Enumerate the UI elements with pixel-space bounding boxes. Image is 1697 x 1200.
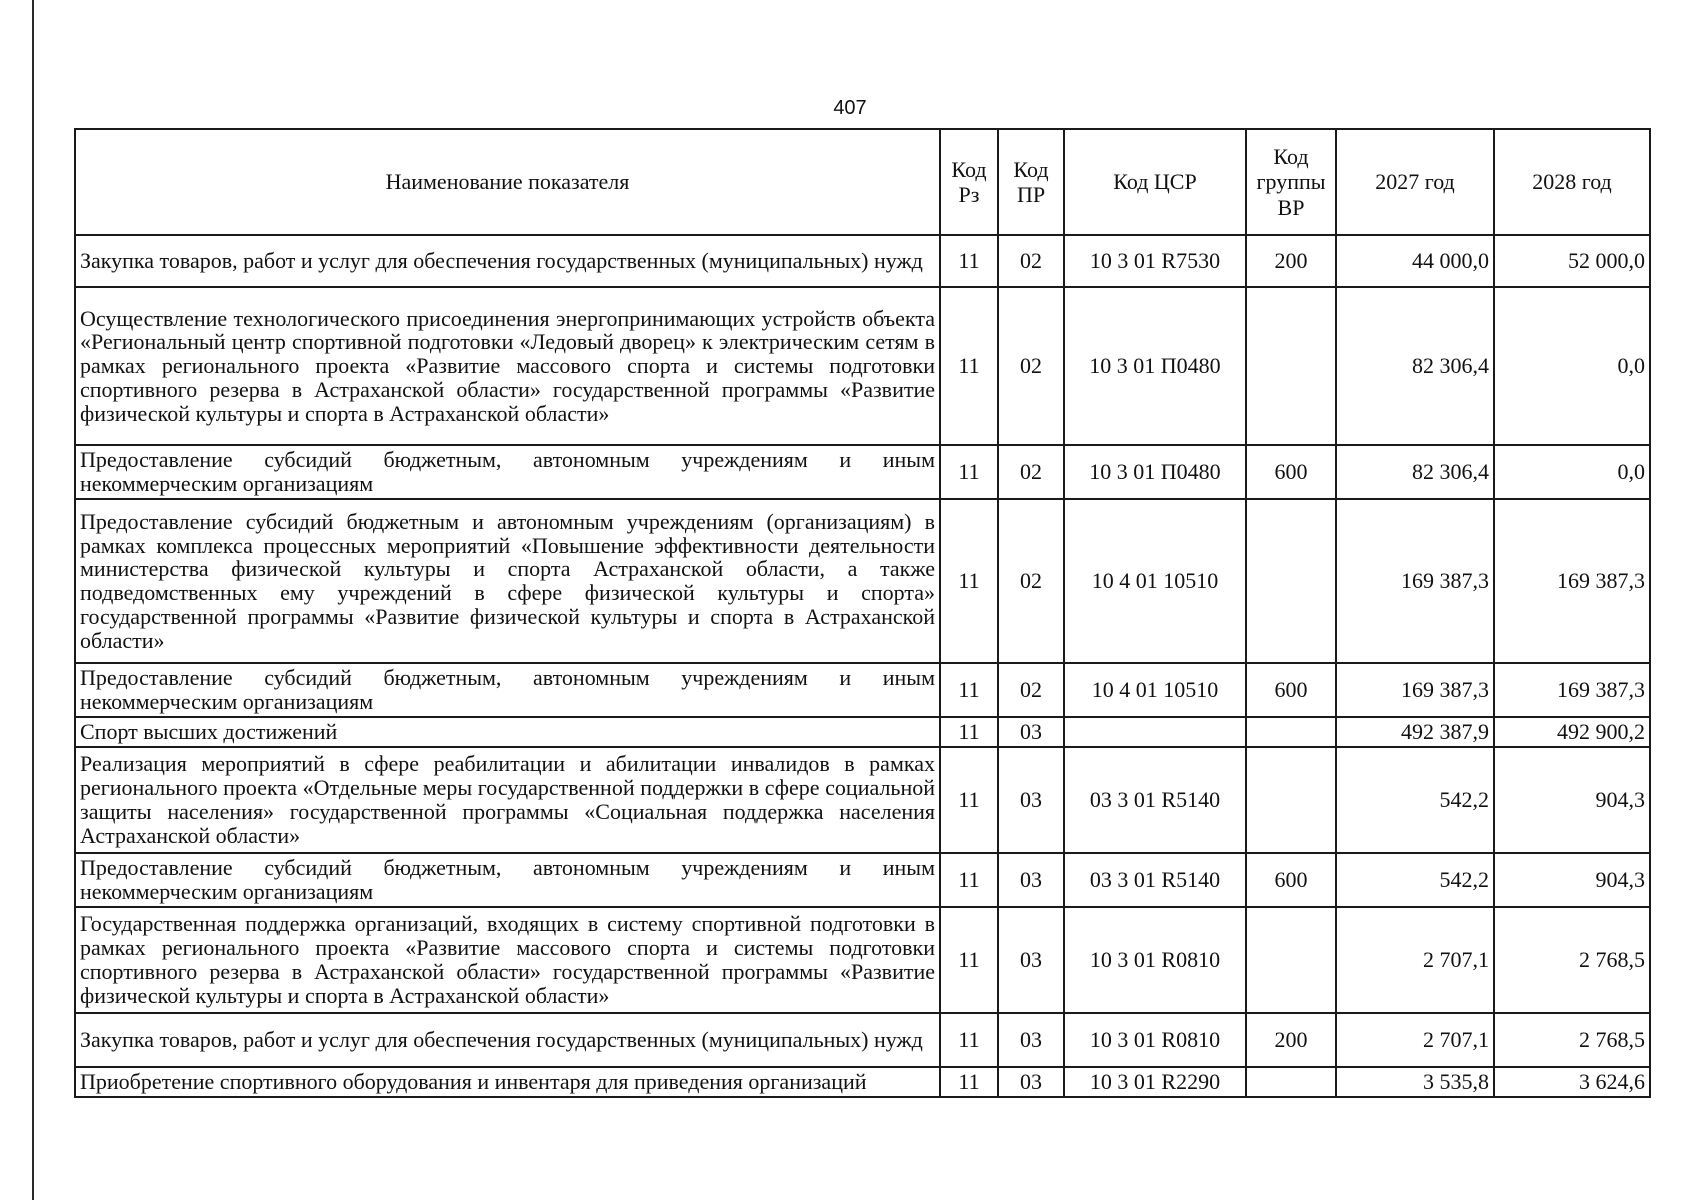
header-2027: 2027 год (1336, 129, 1494, 235)
row-vr: 200 (1246, 235, 1336, 287)
row-2028: 2 768,5 (1494, 1013, 1650, 1067)
row-pr: 03 (998, 907, 1064, 1013)
row-pr: 02 (998, 499, 1064, 663)
row-pr: 03 (998, 1067, 1064, 1097)
table-row (75, 717, 1650, 747)
row-rz: 11 (940, 717, 998, 747)
row-csr: 10 3 01 П0480 (1064, 445, 1246, 499)
row-csr (1064, 717, 1246, 747)
table-row (75, 853, 1650, 907)
row-pr: 02 (998, 287, 1064, 445)
row-rz: 11 (940, 445, 998, 499)
header-vr: Код группы ВР (1246, 129, 1336, 235)
row-name: Предоставление субсидий бюджетным, автономным учреждениям и иным некоммерческим организациям (75, 663, 940, 717)
row-csr: 10 3 01 R7530 (1064, 235, 1246, 287)
table-row (75, 907, 1650, 1013)
row-csr: 03 3 01 R5140 (1064, 747, 1246, 853)
row-vr (1246, 1067, 1336, 1097)
row-2027: 82 306,4 (1336, 287, 1494, 445)
table-row (75, 445, 1650, 499)
row-csr: 10 3 01 R0810 (1064, 907, 1246, 1013)
row-csr: 10 4 01 10510 (1064, 499, 1246, 663)
row-2027: 3 535,8 (1336, 1067, 1494, 1097)
row-rz: 11 (940, 907, 998, 1013)
margin-rule (32, 0, 34, 1200)
table-row (75, 287, 1650, 445)
row-vr: 600 (1246, 853, 1336, 907)
page-number: 407 (833, 97, 867, 119)
row-pr: 02 (998, 235, 1064, 287)
row-2028: 2 768,5 (1494, 907, 1650, 1013)
row-csr: 10 4 01 10510 (1064, 663, 1246, 717)
row-2027: 2 707,1 (1336, 1013, 1494, 1067)
table-row (75, 499, 1650, 663)
row-2027: 542,2 (1336, 747, 1494, 853)
row-pr: 02 (998, 445, 1064, 499)
row-2027: 44 000,0 (1336, 235, 1494, 287)
row-rz: 11 (940, 235, 998, 287)
row-name: Закупка товаров, работ и услуг для обеспечения государственных (муниципальных) нужд (75, 235, 940, 287)
row-pr: 02 (998, 663, 1064, 717)
row-rz: 11 (940, 747, 998, 853)
row-2028: 0,0 (1494, 445, 1650, 499)
header-name: Наименование показателя (75, 129, 940, 235)
row-2028: 52 000,0 (1494, 235, 1650, 287)
row-2028: 904,3 (1494, 747, 1650, 853)
header-csr: Код ЦСР (1064, 129, 1246, 235)
row-2028: 492 900,2 (1494, 717, 1650, 747)
row-name: Предоставление субсидий бюджетным, автономным учреждениям и иным некоммерческим организациям (75, 853, 940, 907)
row-vr (1246, 499, 1336, 663)
row-pr: 03 (998, 717, 1064, 747)
row-vr (1246, 287, 1336, 445)
budget-table (74, 128, 1651, 1098)
row-name: Предоставление субсидий бюджетным и автономным учреждениям (организациям) в рамках комплекса процессных мероприятий «Повышение эффективности деятельности министерства физической культуры и спорта Астраханской области, а также подведомственных ему учреждений в сфере физической культуры и спорта» государственной программы «Развитие физической культуры и спорта в Астраханской области» (75, 499, 940, 663)
row-rz: 11 (940, 853, 998, 907)
row-2027: 169 387,3 (1336, 499, 1494, 663)
row-vr (1246, 907, 1336, 1013)
header-pr: Код ПР (998, 129, 1064, 235)
row-csr: 03 3 01 R5140 (1064, 853, 1246, 907)
row-2028: 904,3 (1494, 853, 1650, 907)
row-pr: 03 (998, 1013, 1064, 1067)
row-2027: 169 387,3 (1336, 663, 1494, 717)
row-2027: 82 306,4 (1336, 445, 1494, 499)
header-rz: Код Рз (940, 129, 998, 235)
row-name: Приобретение спортивного оборудования и инвентаря для приведения организаций (75, 1067, 940, 1097)
header-2028: 2028 год (1494, 129, 1650, 235)
table-row (75, 1067, 1650, 1097)
row-name: Государственная поддержка организаций, входящих в систему спортивной подготовки в рамках регионального проекта «Развитие массового спорта и системы подготовки спортивного резерва в Астраханской области» государственной программы «Развитие физической культуры и спорта в Астраханской области» (75, 907, 940, 1013)
row-rz: 11 (940, 499, 998, 663)
row-vr: 200 (1246, 1013, 1336, 1067)
table-row (75, 235, 1650, 287)
header-row (75, 129, 1650, 235)
row-2028: 0,0 (1494, 287, 1650, 445)
row-name: Осуществление технологического присоединения энергопринимающих устройств объекта «Региональный центр спортивной подготовки «Ледовый дворец» к электрическим сетям в рамках регионального проекта «Развитие массового спорта и системы подготовки спортивного резерва в Астраханской области» государственной программы «Развитие физической культуры и спорта в Астраханской области» (75, 287, 940, 445)
table-row (75, 663, 1650, 717)
row-rz: 11 (940, 287, 998, 445)
row-name: Спорт высших достижений (75, 717, 940, 747)
row-2027: 492 387,9 (1336, 717, 1494, 747)
row-rz: 11 (940, 663, 998, 717)
row-vr: 600 (1246, 445, 1336, 499)
row-name: Закупка товаров, работ и услуг для обеспечения государственных (муниципальных) нужд (75, 1013, 940, 1067)
row-2028: 3 624,6 (1494, 1067, 1650, 1097)
row-csr: 10 3 01 R0810 (1064, 1013, 1246, 1067)
row-pr: 03 (998, 747, 1064, 853)
row-vr (1246, 747, 1336, 853)
table-row (75, 747, 1650, 853)
table-row (75, 1013, 1650, 1067)
row-csr: 10 3 01 R2290 (1064, 1067, 1246, 1097)
row-2027: 542,2 (1336, 853, 1494, 907)
row-rz: 11 (940, 1013, 998, 1067)
row-vr: 600 (1246, 663, 1336, 717)
row-2028: 169 387,3 (1494, 499, 1650, 663)
row-name: Реализация мероприятий в сфере реабилитации и абилитации инвалидов в рамках регионального проекта «Отдельные меры государственной поддержки в сфере социальной защиты населения» государственной программы «Социальная поддержка населения Астраханской области» (75, 747, 940, 853)
row-pr: 03 (998, 853, 1064, 907)
row-vr (1246, 717, 1336, 747)
row-2027: 2 707,1 (1336, 907, 1494, 1013)
row-2028: 169 387,3 (1494, 663, 1650, 717)
row-rz: 11 (940, 1067, 998, 1097)
row-name: Предоставление субсидий бюджетным, автономным учреждениям и иным некоммерческим организациям (75, 445, 940, 499)
row-csr: 10 3 01 П0480 (1064, 287, 1246, 445)
